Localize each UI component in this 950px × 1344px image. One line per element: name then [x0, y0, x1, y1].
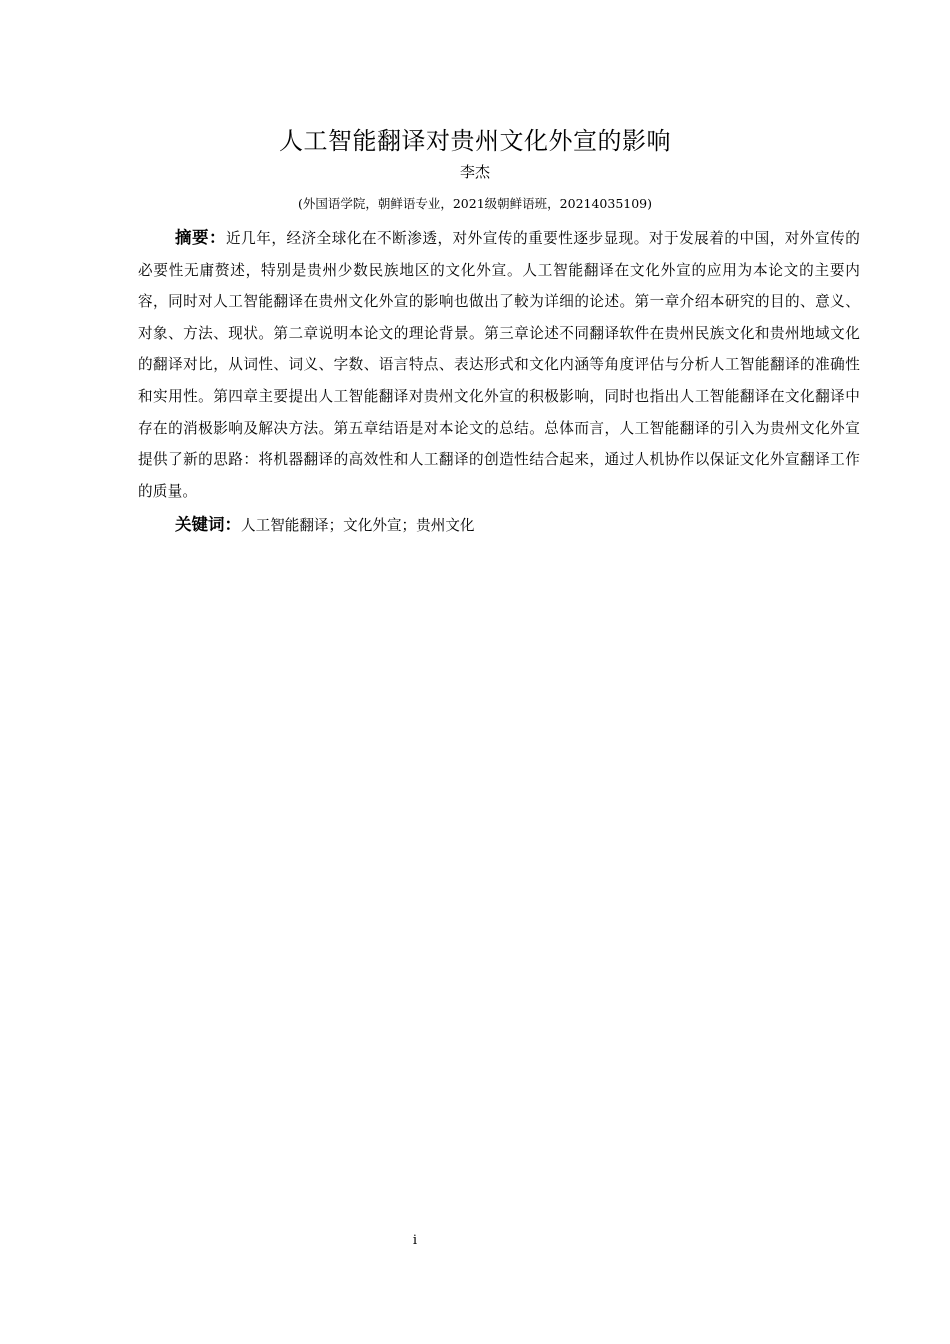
- abstract-label: 摘要：: [175, 228, 227, 247]
- keywords-label: 关键词：: [175, 515, 241, 534]
- author-name: 李杰: [459, 163, 490, 181]
- page-number: i: [412, 1233, 418, 1248]
- abstract-text: 近几年，经济全球化在不断渗透，对外宣传的重要性逐步显现。对于发展着的中国，对外宣传的必要性无庸赘述，特别是贵州少数民族地区的文化外宣。人工智能翻译在文化外宣的应用为本论文的主要内容，同时对人工智能翻译在贵州文化外宣的影响也做出了較为详细的论述。第一章介绍本研究的目的、意义、对象、方法、现状。第二章说明本论文的理论背景。第三章论述不同翻译软件在贵州民族文化和贵州地域文化的翻译对比，从词性、词义、字数、语言特点、表达形式和文化内涵等角度评估与分析人工智能翻译的准确性和实用性。第四章主要提出人工智能翻译对贵州文化外宣的积极影响，同时也指出人工智能翻译在文化翻译中存在的消极影响及解决方法。第五章结语是对本论文的总结。总体而言，人工智能翻译的引入为贵州文化外宣提供了新的思路：将机器翻译的高效性和人工翻译的创造性结合起来，通过人机协作以保证文化外宣翻译工作的质量。: [138, 230, 860, 500]
- keywords-line: [175, 509, 475, 542]
- abstract-paragraph: [138, 222, 860, 507]
- author-affiliation: (外国语学院，朝鲜语专业，2021级朝鲜语班，20214035109): [297, 196, 653, 211]
- paper-title: 人工智能翻译对贵州文化外宣的影响: [279, 127, 671, 155]
- keywords-text: 人工智能翻译；文化外宣；贵州文化: [241, 517, 475, 534]
